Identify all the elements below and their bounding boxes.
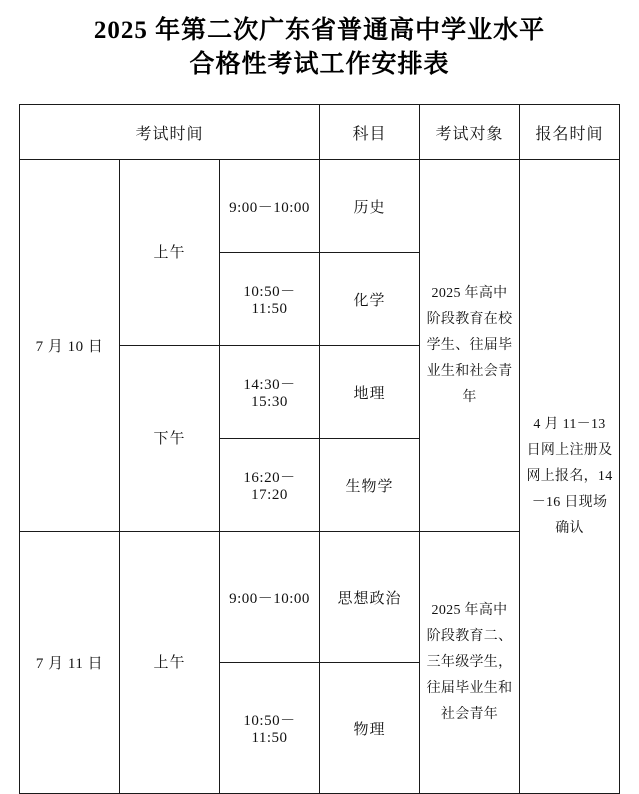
date-cell-day1: 7 月 10 日	[20, 160, 120, 532]
page-title-line-2: 合格性考试工作安排表	[189, 51, 450, 78]
table-row	[20, 160, 620, 253]
subject-cell: 历史	[320, 160, 420, 253]
column-header-exam-time: 考试时间	[20, 105, 320, 160]
table-body	[20, 160, 620, 794]
column-header-subject: 科目	[320, 105, 420, 160]
time-cell: 14:30－15:30	[220, 346, 320, 439]
half-day-label: 上午	[153, 244, 186, 261]
half-day-label: 上午	[153, 654, 186, 671]
column-header-audience: 考试对象	[420, 105, 520, 160]
table-head	[20, 105, 620, 160]
time-cell: 9:00－10:00	[220, 160, 320, 253]
subject-cell: 生物学	[320, 439, 420, 532]
exam-schedule-table	[19, 104, 620, 794]
half-day-cell-day2-morning	[120, 532, 220, 794]
time-cell: 9:00－10:00	[220, 532, 320, 663]
table-header-row	[20, 105, 620, 160]
subject-cell: 化学	[320, 253, 420, 346]
date-cell-day2: 7 月 11 日	[20, 532, 120, 794]
signup-time-cell: 4 月 11－13 日网上注册及网上报名，14－16 日现场确认	[520, 160, 620, 794]
column-header-signup-time: 报名时间	[520, 105, 620, 160]
subject-cell: 思想政治	[320, 532, 420, 663]
half-day-cell-day1-afternoon	[120, 346, 220, 532]
half-day-label: 下午	[153, 430, 186, 447]
page-title-line-1: 2025 年第二次广东省普通高中学业水平	[93, 17, 546, 44]
subject-cell: 地理	[320, 346, 420, 439]
time-cell: 10:50－11:50	[220, 253, 320, 346]
time-cell: 16:20－17:20	[220, 439, 320, 532]
schedule-table-wrapper	[19, 104, 620, 794]
half-day-cell-day1-morning	[120, 160, 220, 346]
page-title	[40, 14, 600, 82]
audience-cell-day2: 2025 年高中阶段教育二、三年级学生，往届毕业生和社会青年	[420, 532, 520, 794]
document-page	[0, 14, 639, 746]
audience-cell-day1: 2025 年高中阶段教育在校学生、往届毕业生和社会青年	[420, 160, 520, 532]
time-cell: 10:50－11:50	[220, 663, 320, 794]
subject-cell: 物理	[320, 663, 420, 794]
